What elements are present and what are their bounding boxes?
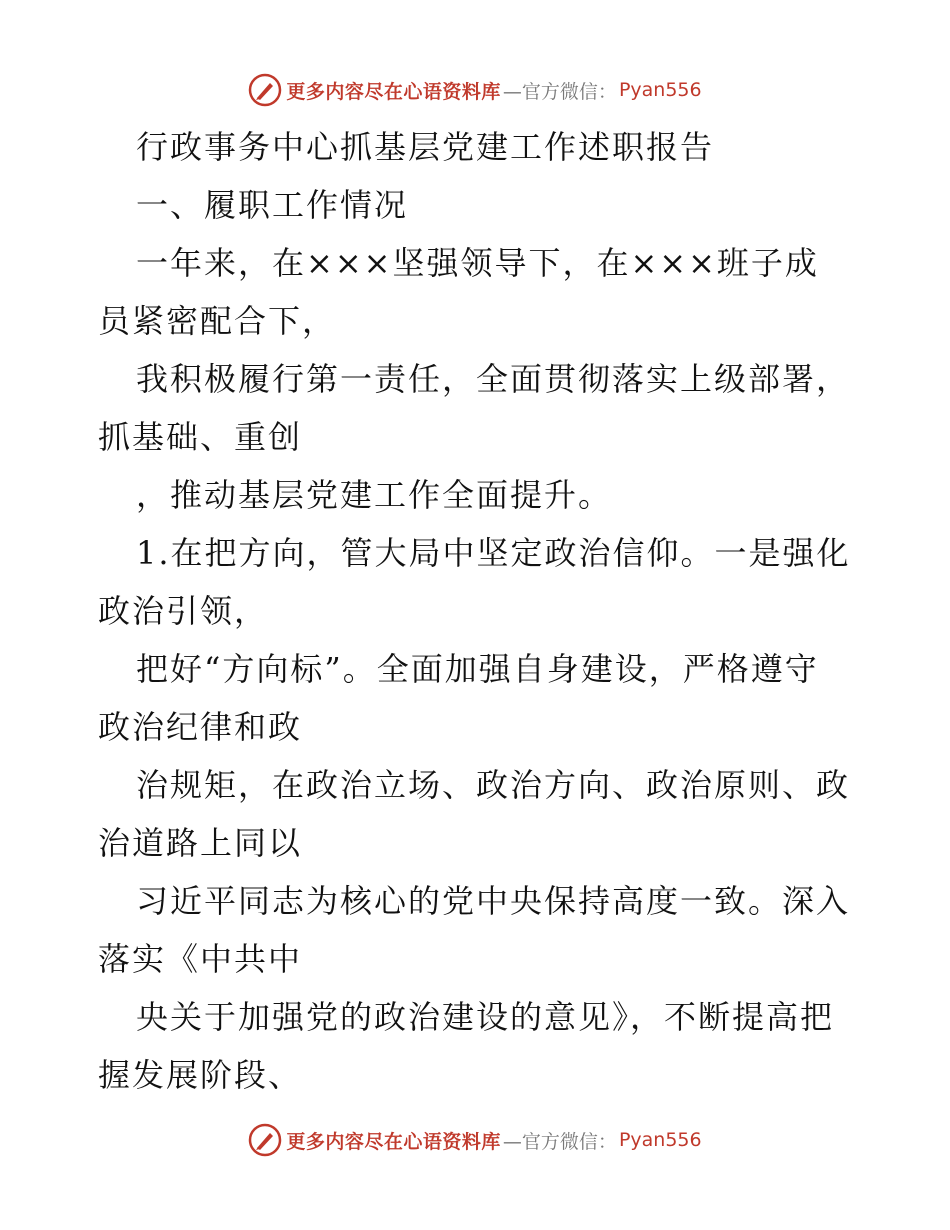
paragraph-line: 治道路上同以: [98, 824, 303, 862]
watermark-separator-text: —官方微信：: [502, 80, 617, 103]
watermark-separator-text: —官方微信：: [502, 1130, 617, 1153]
paragraph-line: 1.在把方向，管大局中坚定政治信仰。一是强化: [136, 534, 851, 572]
footer-watermark: [0, 1120, 950, 1160]
document-body: [98, 118, 858, 1104]
paragraph-line: 落实《中共中: [98, 940, 303, 978]
document-title: 行政事务中心抓基层党建工作述职报告: [136, 128, 715, 166]
watermark-main-text: 更多内容尽在心语资料库: [286, 80, 501, 103]
paragraph-line: 习近平同志为核心的党中央保持高度一致。深入: [136, 882, 851, 920]
section-heading: 一、履职工作情况: [136, 186, 409, 224]
paragraph-line: 政治纪律和政: [98, 708, 303, 746]
header-watermark: [0, 70, 950, 110]
paragraph-line: 一年来，在×××坚强领导下，在×××班子成: [136, 244, 819, 282]
paragraph-line: 员紧密配合下，: [98, 302, 337, 340]
paragraph-line: 把好“方向标”。全面加强自身建设，严格遵守: [136, 650, 819, 688]
watermark-main-text: 更多内容尽在心语资料库: [286, 1130, 501, 1153]
paragraph-line: 央关于加强党的政治建设的意见》，不断提高把: [136, 998, 835, 1036]
watermark-id-text: Pyan556: [618, 79, 702, 101]
paragraph-line: ，推动基层党建工作全面提升。: [136, 476, 613, 514]
paragraph-line: 我积极履行第一责任，全面贯彻落实上级部署，: [136, 360, 851, 398]
paragraph-line: 治规矩，在政治立场、政治方向、政治原则、政: [136, 766, 851, 804]
watermark-id-text: Pyan556: [618, 1129, 702, 1151]
pen-logo-icon: [248, 1123, 282, 1157]
paragraph-line: 握发展阶段、: [98, 1056, 303, 1094]
paragraph-line: 政治引领，: [98, 592, 269, 630]
paragraph-line: 抓基础、重创: [98, 418, 303, 456]
pen-logo-icon: [248, 73, 282, 107]
